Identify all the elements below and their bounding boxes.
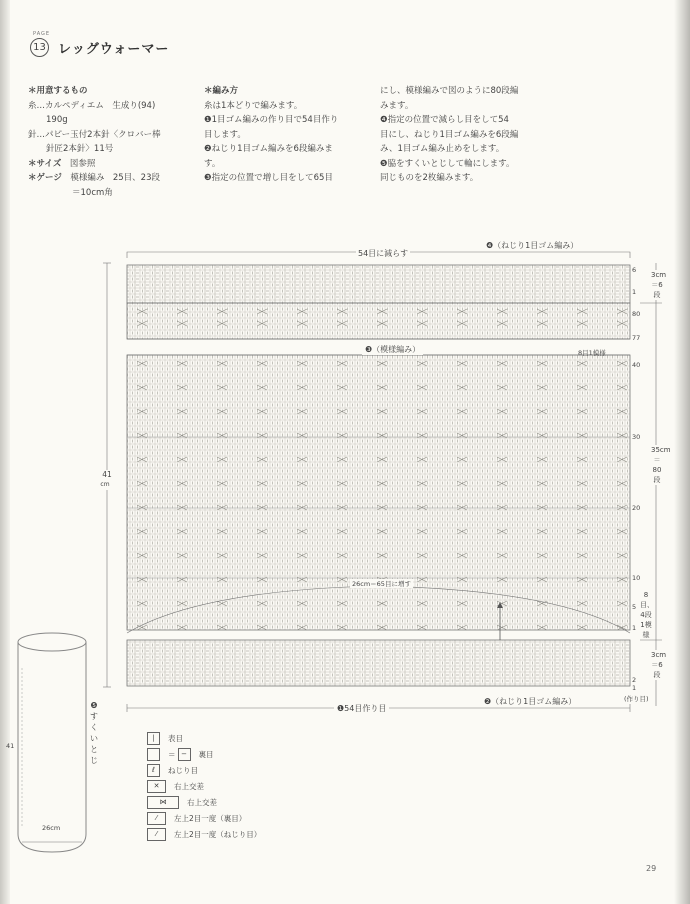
- cast-on-label: ❶54目作り目: [334, 703, 389, 714]
- row-number: 20: [632, 504, 641, 512]
- top-rib-label: ❹（ねじり1目ゴム編み）: [486, 241, 579, 250]
- right-top-dim: 3cm＝6段: [651, 271, 667, 299]
- legend-text: 左上2目一度（ねじり目）: [174, 829, 262, 839]
- bottom-ribbing-grid: [127, 640, 630, 686]
- start-label: (作り目): [624, 695, 649, 703]
- method-line: 糸は1本どりで編みます。: [204, 100, 303, 111]
- top-decrease-label: 54目に減らす: [358, 249, 409, 258]
- tube-side-label: ❺すくいとじ: [90, 701, 98, 765]
- materials-heading: ＊用意するもの: [28, 86, 88, 96]
- top-ribbing-grid: [127, 265, 630, 303]
- right-mid-dim: 35cm＝80段: [651, 446, 671, 484]
- pattern-label: ❸（模様編み）: [362, 344, 423, 355]
- method-line: ❶1目ゴム編みの作り目で54目作り: [204, 115, 339, 125]
- legend-text: 表目: [168, 733, 183, 743]
- needle-line: 針…パピー玉付2本針〈クロバー棒: [28, 129, 161, 140]
- height-left-value: 41: [102, 470, 112, 479]
- twisted-symbol: ℓ: [147, 764, 160, 777]
- symbol-legend: | 表目 ＝ − 裏目 ℓ ねじり目 ✕ 右上交差 ⋈ 右上交差 ⁄ 左上2目一度（裏目） ⁄ 左上2目一度（ねじり目）: [147, 730, 261, 842]
- tube-height: 41: [6, 742, 15, 750]
- method-line: 目にし、ねじり1目ゴム編みを6段編: [380, 129, 519, 140]
- method-line: みます。: [380, 100, 414, 111]
- right-low-dim: 8目、4段1模様: [640, 591, 654, 639]
- repeat-label: 8目1模様: [578, 349, 606, 357]
- method-line: ❹指定の位置で減らし目をして54: [380, 115, 509, 125]
- method-line: ❸指定の位置で増し目をして65目: [204, 173, 333, 183]
- yarn-line: 糸…カルペディエム 生成り(94): [28, 100, 156, 111]
- knit-symbol: |: [147, 732, 160, 745]
- row-number: 6: [632, 266, 637, 274]
- right-bottom-dim: 3cm＝6段: [651, 651, 667, 679]
- page-label: PAGE: [33, 31, 51, 37]
- size-label: ＊サイズ: [28, 158, 62, 169]
- k2tog-purl-symbol: ⁄: [147, 812, 166, 825]
- needle-line-2: 針匠2本針〉11号: [46, 144, 114, 154]
- method-line: 目します。: [204, 129, 246, 140]
- height-left-unit: cm: [100, 481, 110, 488]
- size-value: 図参照: [69, 158, 96, 169]
- method-line: にし、模様編みで図のように80段編: [380, 86, 519, 96]
- gauge-label: ＊ゲージ: [28, 173, 62, 183]
- method-line: ❺脇をすくいとじして輪にします。: [380, 158, 515, 169]
- gauge-value: 模様編み 25目、23段: [70, 173, 160, 183]
- legend-text: 左上2目一度（裏目）: [174, 813, 247, 823]
- k2tog-twist-symbol: ⁄: [147, 828, 166, 841]
- cross-symbol: ✕: [147, 780, 166, 793]
- tube-width: 26cm: [42, 824, 61, 832]
- row-number: 10: [632, 574, 641, 582]
- legend-text: 右上交差: [187, 797, 217, 807]
- page-title: レッグウォーマー: [58, 42, 170, 57]
- pattern-number-badge: 13: [30, 38, 49, 57]
- row-number: 5: [632, 603, 637, 611]
- row-number: 77: [632, 334, 641, 342]
- bottom-rib-label: ❷（ねじり1目ゴム編み）: [484, 697, 577, 706]
- row-number: 1: [632, 624, 637, 632]
- page-number: 29: [646, 864, 657, 873]
- row-number: 2: [632, 676, 637, 684]
- legend-text: 右上交差: [174, 781, 204, 791]
- method-line: み、1目ゴム編み止めをします。: [380, 144, 505, 154]
- pattern-grid: [127, 355, 630, 630]
- method-line: 同じものを2枚編みます。: [380, 173, 479, 183]
- row-number: 30: [632, 433, 641, 441]
- purl-symbol: −: [178, 748, 191, 761]
- row-number: 1: [632, 288, 637, 296]
- method-line: ❷ねじり1目ゴム編みを6段編みま: [204, 144, 333, 154]
- row-number: 80: [632, 310, 641, 318]
- increase-label: 26cm＝65目に増す: [352, 580, 411, 588]
- transition-grid: [127, 303, 630, 339]
- legend-text: 裏目: [198, 749, 214, 759]
- cross-wide-symbol: ⋈: [147, 796, 179, 809]
- yarn-amount: 190g: [46, 115, 68, 125]
- method-heading: ＊編み方: [204, 86, 239, 96]
- legend-text: ねじり目: [168, 765, 198, 775]
- row-number: 40: [632, 361, 641, 369]
- gauge-value-2: ＝10cm角: [72, 187, 113, 198]
- row-number: 1: [632, 684, 637, 692]
- method-line: す。: [204, 158, 221, 169]
- blank-symbol: [147, 748, 160, 761]
